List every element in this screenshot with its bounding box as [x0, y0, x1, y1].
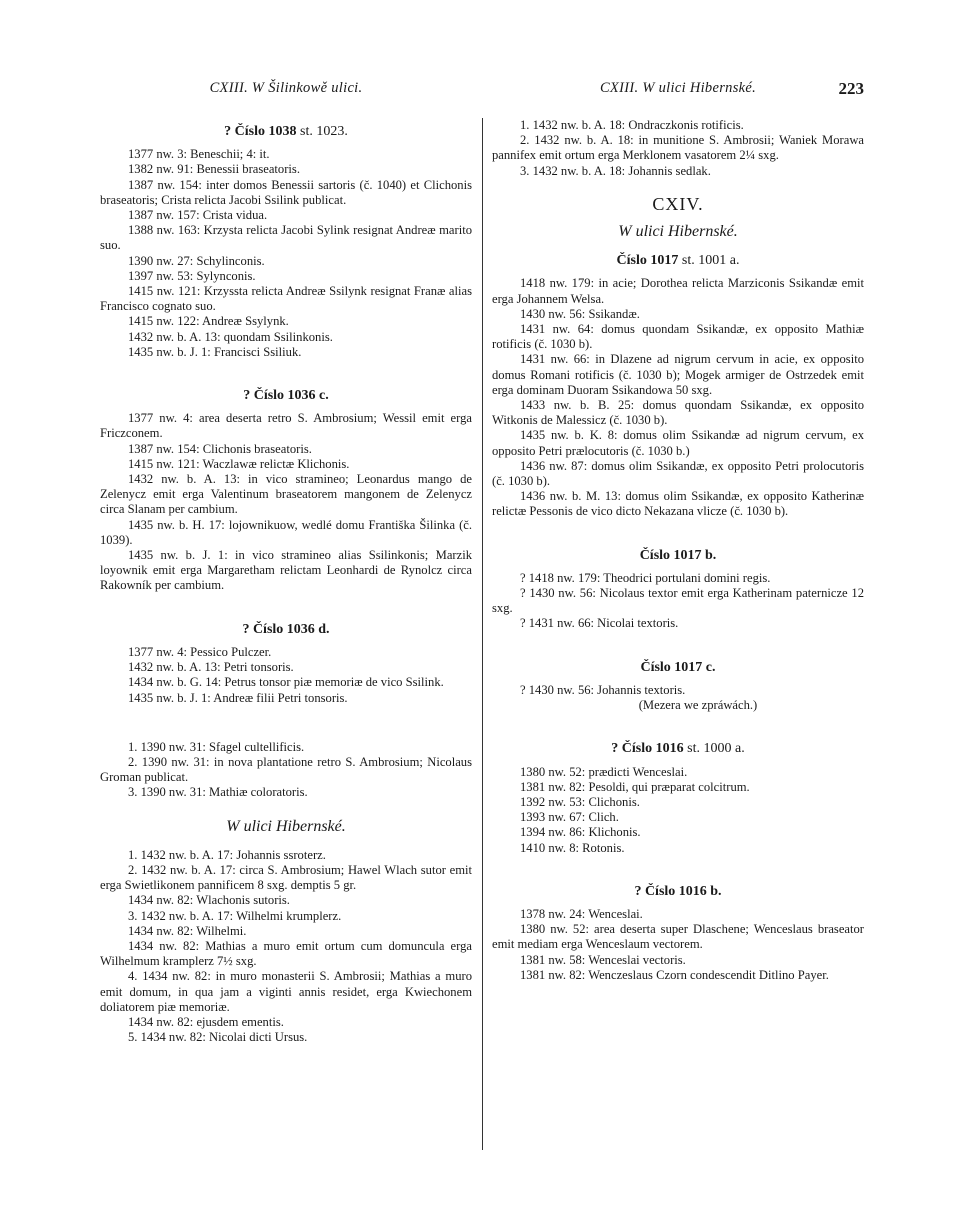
register-entry: 5. 1434 nw. 82: Nicolai dicti Ursus.	[128, 1030, 308, 1045]
register-entry: 1. 1432 nw. b. A. 18: Ondraczkonis rotificis.	[520, 118, 744, 132]
entry-list	[492, 907, 864, 983]
register-entry: 1418 nw. 179: in acie; Dorothea relicta Marziconis Ssikandæ emit erga Johannem Welsa.	[492, 276, 864, 306]
register-entry: 1435 nw. b. J. 1: Francisci Ssiliuk.	[128, 344, 302, 359]
street-heading: W ulici Hibernské.	[226, 817, 346, 835]
section-heading	[100, 124, 472, 139]
heading-number: Číslo 1017	[616, 253, 679, 269]
spacer	[492, 632, 864, 654]
heading-number: ? Číslo 1016	[611, 741, 684, 757]
register-entry: 1431 nw. 66: in Dlazene ad nigrum cervum in acie, ex opposito domus Romani rotificis (č. 1030 b); Mogek armiger de Ostrzedek emit erga dominam Duoram Ssikandowa 50 sxg.	[492, 352, 864, 397]
register-entry: 1433 nw. b. B. 25: domus quondam Ssikandæ, ex opposito Witkonis de Malessicz (č. 1030 b).	[492, 398, 864, 428]
entry-list	[492, 276, 864, 519]
register-entry: 1436 nw. 87: domus olim Ssikandæ, ex opposito Petri prolocutoris (č. 1030 b).	[492, 458, 864, 489]
entry-list	[492, 571, 864, 632]
spacer	[100, 360, 472, 382]
heading-st: st. 1023.	[300, 124, 348, 139]
register-entry: 1415 nw. 122: Andreæ Ssylynk.	[128, 314, 289, 329]
entry-list	[100, 645, 472, 706]
left-column	[100, 118, 472, 1045]
register-entry: 1390 nw. 27: Schylinconis.	[128, 253, 265, 268]
entry-list	[492, 118, 864, 179]
register-entry: 1410 nw. 8: Rotonis.	[520, 840, 625, 855]
register-entry: 1377 nw. 3: Beneschii; 4: it.	[128, 147, 270, 162]
section-heading	[492, 741, 864, 756]
register-entry: 1432 nw. b. A. 13: in vico stramineo; Leonardus mango de Zelenycz emit erga Valentinum braseatorem mangonem de Zelenycz circa Slanam per cambium.	[100, 472, 472, 517]
section-heading: ? Číslo 1036 c.	[243, 388, 329, 404]
register-entry: 1434 nw. b. G. 14: Petrus tonsor piæ memoriæ de vico Ssilink.	[128, 675, 444, 690]
spacer	[100, 594, 472, 616]
section-heading	[492, 253, 864, 268]
register-entry: 1415 nw. 121: Krzyssta relicta Andreæ Ssilynk resignat Franæ alias Francisco cognato suo.	[100, 284, 472, 314]
heading-number: ? Číslo 1038	[224, 124, 297, 139]
register-entry: 1434 nw. 82: Wilhelmi.	[128, 923, 247, 938]
register-entry: 1377 nw. 4: Pessico Pulczer.	[128, 644, 272, 659]
register-entry: 1377 nw. 4: area deserta retro S. Ambrosium; Wessil emit erga Friczconem.	[100, 411, 472, 441]
register-entry: 3. 1432 nw. b. A. 17: Wilhelmi krumplerz.	[128, 908, 342, 923]
register-entry: 2. 1432 nw. b. A. 17: circa S. Ambrosium; Hawel Wlach sutor emit erga Swietlikonem pannificem 8 sxg. demptis 5 gr.	[100, 862, 472, 893]
chapter-number: CXIV.	[652, 193, 704, 214]
register-entry: 1431 nw. 64: domus quondam Ssikandæ, ex opposito Mathiæ rotificis (č. 1030 b).	[492, 322, 864, 352]
section-heading: Číslo 1017 b.	[639, 547, 717, 563]
register-entry: 1387 nw. 157: Crista vidua.	[128, 208, 268, 223]
register-entry: 3. 1390 nw. 31: Mathiæ coloratoris.	[128, 785, 308, 800]
register-entry: 1434 nw. 82: ejusdem ementis.	[128, 1014, 284, 1029]
entry-list	[492, 683, 864, 698]
register-entry: 1382 nw. 91: Benessii braseatoris.	[128, 162, 300, 177]
register-entry: 1381 nw. 58: Wenceslai vectoris.	[520, 952, 686, 967]
register-entry: 1435 nw. b. J. 1: Andreæ filii Petri tonsoris.	[128, 690, 348, 705]
register-entry: ? 1418 nw. 179: Theodrici portulani domini regis.	[520, 570, 771, 585]
register-entry: 4. 1434 nw. 82: in muro monasterii S. Ambrosii; Mathias a muro emit domum, in qua jam a viginti annis residet, erga Kwiechonem doliatorem piæ memoriæ.	[100, 969, 472, 1014]
entry-list	[100, 411, 472, 593]
section-heading: ? Číslo 1036 d.	[242, 621, 330, 637]
register-entry: 3. 1432 nw. b. A. 18: Johannis sedlak.	[520, 163, 711, 178]
gap-note: (Mezera we zpráwách.)	[638, 698, 758, 713]
register-entry: 1434 nw. 82: Wlachonis sutoris.	[128, 893, 290, 908]
register-entry: 1432 nw. b. A. 13: quondam Ssilinkonis.	[128, 329, 333, 344]
register-entry: 2. 1432 nw. b. A. 18: in munitione S. Ambrosii; Waniek Morawa pannifex emit ortum erga Merklonem vasatorem 2¼ sxg.	[492, 133, 864, 163]
register-entry: 1381 nw. 82: Pesoldi, qui præparat colcitrum.	[520, 779, 750, 794]
register-entry: 1432 nw. b. A. 13: Petri tonsoris.	[128, 660, 294, 675]
register-entry: 1380 nw. 52: prædicti Wenceslai.	[520, 764, 688, 779]
register-entry: 1388 nw. 163: Krzysta relicta Jacobi Sylink resignat Andreæ marito suo.	[100, 223, 472, 253]
header-right-title: CXIII. W ulici Hibernské.	[599, 80, 757, 96]
spacer	[100, 706, 472, 740]
register-entry: 1392 nw. 53: Clichonis.	[520, 794, 640, 809]
register-entry: ? 1430 nw. 56: Johannis textoris.	[520, 682, 686, 697]
register-entry: 1381 nw. 82: Wenczeslaus Czorn condescendit Ditlino Payer.	[520, 967, 829, 982]
spacer	[492, 520, 864, 542]
section-heading: Číslo 1017 c.	[640, 659, 716, 675]
register-entry: 1387 nw. 154: Clichonis braseatoris.	[128, 441, 312, 456]
register-entry: 1435 nw. b. H. 17: lojownikuow, wedlé domu Františka Šilinka (č. 1039).	[100, 517, 472, 547]
right-column	[492, 118, 864, 983]
register-entry: ? 1430 nw. 56: Nicolaus textor emit erga Katherinam paternicze 12 sxg.	[492, 586, 864, 616]
running-header	[0, 80, 960, 104]
entry-list	[100, 848, 472, 1046]
header-left-title: CXIII. W Šilinkowě ulici.	[209, 80, 363, 96]
heading-st: st. 1000 a.	[687, 741, 745, 757]
register-entry: 1394 nw. 86: Klichonis.	[520, 825, 641, 840]
heading-st: st. 1001 a.	[681, 253, 740, 269]
page-number: 223	[838, 79, 864, 98]
street-heading: W ulici Hibernské.	[618, 223, 738, 241]
register-entry: 1436 nw. b. M. 13: domus olim Ssikandæ, ex opposito Katherinæ relictæ Pessonis de vico dicto Nekazana vlicze (č. 1030 b).	[492, 489, 864, 519]
column-divider	[482, 118, 483, 1150]
register-entry: 1430 nw. 56: Ssikandæ.	[520, 306, 640, 321]
register-entry: 1393 nw. 67: Clich.	[520, 810, 619, 825]
spacer	[492, 713, 864, 735]
entry-list	[100, 147, 472, 360]
register-entry: 1378 nw. 24: Wenceslai.	[520, 906, 643, 921]
register-entry: 1415 nw. 121: Waczlawæ relictæ Klichonis.	[128, 456, 350, 471]
section-heading: ? Číslo 1016 b.	[634, 883, 722, 899]
register-entry: 2. 1390 nw. 31: in nova plantatione retro S. Ambrosium; Nicolaus Groman publicat.	[100, 754, 472, 785]
entry-list	[492, 765, 864, 856]
register-entry: 1380 nw. 52: area deserta super Dlaschene; Wenceslaus braseator emit mediam erga Wenceslaum vectorem.	[492, 922, 864, 952]
entry-list	[100, 740, 472, 801]
register-entry: 1435 nw. b. J. 1: in vico stramineo alias Ssilinkonis; Marzik loyownik emit erga Margaretham relictam Leonhardi de Rynolcz circa Rakowník per cambium.	[100, 548, 472, 593]
register-entry: 1. 1390 nw. 31: Sfagel cultellificis.	[128, 739, 305, 754]
register-entry: 1435 nw. b. K. 8: domus olim Ssikandæ ad nigrum cervum, ex opposito Petri prælocutoris (č. 1030 b.)	[492, 428, 864, 458]
spacer	[492, 856, 864, 878]
register-entry: 1. 1432 nw. b. A. 17: Johannis ssroterz.	[128, 847, 326, 862]
register-entry: 1387 nw. 154: inter domos Benessii sartoris (č. 1040) et Clichonis braseatoris; Crista relicta Jacobi Ssilink publicat.	[100, 177, 472, 207]
register-entry: 1434 nw. 82: Mathias a muro emit ortum cum domuncula erga Wilhelmum kramplerz 7½ sxg.	[100, 938, 472, 969]
register-entry: ? 1431 nw. 66: Nicolai textoris.	[520, 616, 679, 631]
register-entry: 1397 nw. 53: Sylynconis.	[128, 268, 256, 283]
